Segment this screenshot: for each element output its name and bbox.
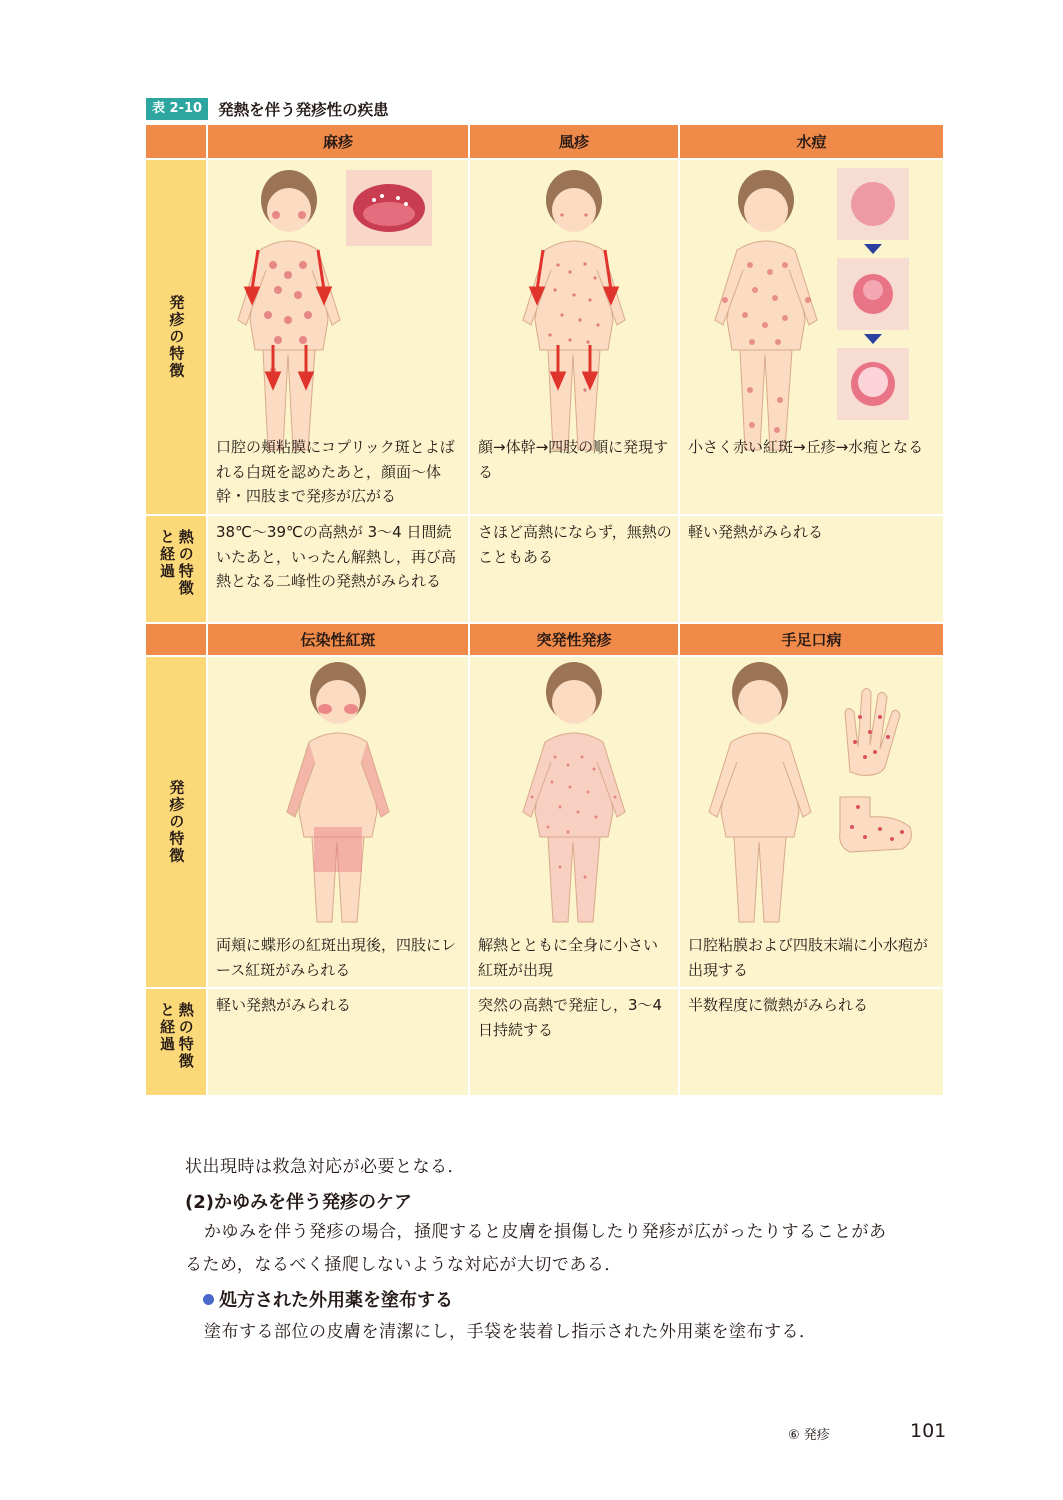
koplik-spots-mouth-illustration <box>346 170 432 246</box>
cell-varicella-fever <box>680 516 943 622</box>
hfm-child-illustration <box>680 657 943 932</box>
paragraph-2: 塗布する部位の皮膚を清潔にし，手袋を装着し指示された外用薬を塗布する． <box>204 1322 817 1342</box>
cell-measles-fever <box>208 516 468 622</box>
cell-rubella-rash <box>470 160 678 514</box>
rubella-rash-text: 顔→体幹→四肢の順に発現する <box>478 438 669 481</box>
erythema-rash-text: 両頬に蝶形の紅斑出現後，四肢にレース紅斑がみられる <box>216 936 457 979</box>
disease-table-top <box>146 125 943 622</box>
cell-exanthem-fever <box>470 989 678 1095</box>
cell-exanthem-rash <box>470 657 678 987</box>
cell-measles-rash <box>208 160 468 514</box>
varicella-child-illustration <box>680 160 943 460</box>
table-number-tag: 表 2-10 <box>146 98 208 120</box>
cell-hfm-rash <box>680 657 943 987</box>
row-label-fever-2: 熱の特徴と経過 <box>146 989 206 1095</box>
paragraph-1-line-b: るため，なるべく掻爬しないような対応が大切である． <box>185 1255 622 1275</box>
hand-rash-illustration <box>845 689 900 776</box>
disease-table-bottom <box>146 624 943 1095</box>
header-hand-foot-mouth: 手足口病 <box>680 624 943 655</box>
hfm-fever-text: 半数程度に微熱がみられる <box>688 996 869 1014</box>
rubella-child-illustration <box>470 160 678 460</box>
cell-varicella-rash <box>680 160 943 514</box>
paragraph-1-line-a: かゆみを伴う発疹の場合，掻爬すると皮膚を損傷したり発疹が広がったりすることがあ <box>204 1222 887 1242</box>
prose-line-1: 状出現時は救急対応が必要となる． <box>185 1157 465 1177</box>
row-label-rash: 発疹の特徴 <box>146 160 206 514</box>
erythema-child-illustration <box>208 657 468 932</box>
row-label-rash-2: 発疹の特徴 <box>146 657 206 987</box>
measles-child-illustration <box>208 160 468 460</box>
cell-erythema-rash <box>208 657 468 987</box>
exanthem-fever-text: 突然の高熱で発症し，3〜4 日持続する <box>478 996 663 1039</box>
bullet-dot-icon <box>203 1294 214 1305</box>
hfm-rash-text: 口腔粘膜および四肢末端に小水疱が出現する <box>688 936 929 979</box>
measles-rash-text: 口腔の頬粘膜にコプリック斑とよばれる白斑を認めたあと，顔面〜体幹・四肢まで発疹が広がる <box>216 438 455 505</box>
foot-rash-illustration <box>840 797 912 852</box>
row-label-fever: 熱の特徴と経過 <box>146 516 206 622</box>
measles-fever-text: 38℃〜39℃の高熱が 3〜4 日間続いたあと，いったん解熱し，再び高熱となる二峰性の発熱がみられる <box>216 523 457 590</box>
footer-section: ⑥ 発疹 <box>788 1428 830 1443</box>
header-erythema-infectiosum: 伝染性紅斑 <box>208 624 468 655</box>
table-caption <box>146 97 389 121</box>
header-corner <box>146 125 206 158</box>
header-rubella: 風疹 <box>470 125 678 158</box>
page-number: 101 <box>910 1420 947 1442</box>
exanthem-child-illustration <box>470 657 678 932</box>
lesion-progression-illustration <box>837 168 909 420</box>
table-title: 発熱を伴う発疹性の疾患 <box>218 101 389 119</box>
header-corner-2 <box>146 624 206 655</box>
erythema-fever-text: 軽い発熱がみられる <box>216 996 352 1014</box>
cell-erythema-fever <box>208 989 468 1095</box>
bullet-heading <box>203 1286 453 1312</box>
varicella-rash-text: 小さく赤い紅斑→丘疹→水疱となる <box>688 438 924 456</box>
header-varicella: 水痘 <box>680 125 943 158</box>
child-figure <box>238 170 340 450</box>
varicella-fever-text: 軽い発熱がみられる <box>688 523 824 541</box>
bullet-heading-text: 処方された外用薬を塗布する <box>219 1290 453 1311</box>
header-exanthem-subitum: 突発性発疹 <box>470 624 678 655</box>
rubella-fever-text: さほど高熱にならず，無熱のこともある <box>478 523 672 566</box>
exanthem-rash-text: 解熱とともに全身に小さい紅斑が出現 <box>478 936 659 979</box>
header-measles: 麻疹 <box>208 125 468 158</box>
section-heading: (2)かゆみを伴う発疹のケア <box>185 1192 412 1213</box>
cell-rubella-fever <box>470 516 678 622</box>
cell-hfm-fever <box>680 989 943 1095</box>
